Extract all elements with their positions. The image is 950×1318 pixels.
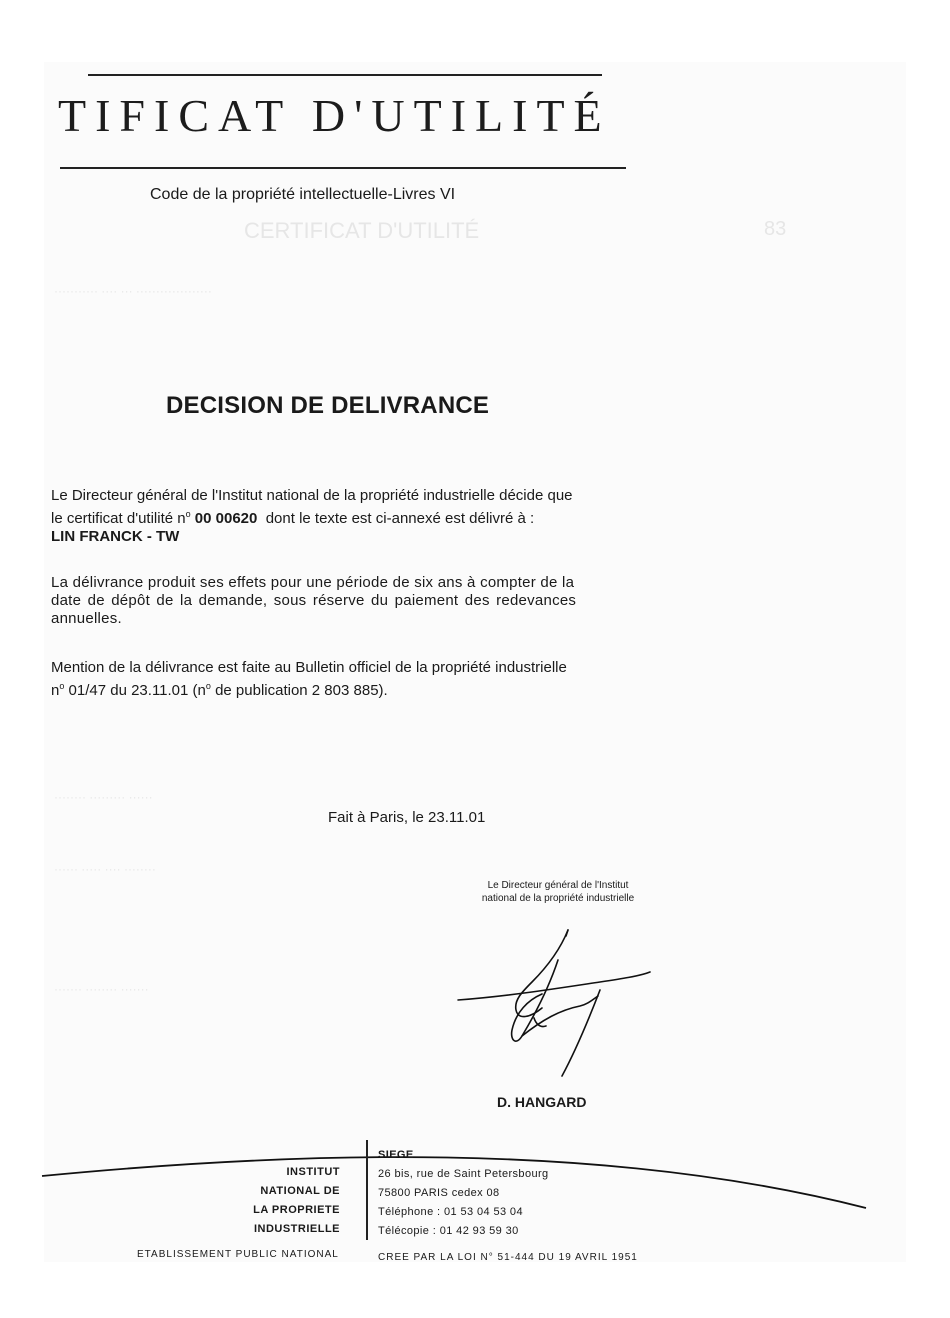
- text-fragment: 01/47 du 23.11.01 (n: [68, 682, 206, 699]
- text-fragment: de publication 2 803 885).: [215, 682, 388, 699]
- signer-name: D. HANGARD: [497, 1094, 587, 1110]
- footer-divider: [366, 1140, 368, 1240]
- siege-label: SIEGE: [378, 1149, 414, 1161]
- document-title: TIFICAT D'UTILITÉ: [58, 90, 611, 141]
- text-line: INSTITUT: [286, 1166, 340, 1178]
- text-line: La délivrance produit ses effets pour une période de six ans à compter de la: [51, 574, 575, 591]
- founding-law: CREE PAR LA LOI N° 51-444 DU 19 AVRIL 1951: [378, 1252, 638, 1263]
- signatory-title: [478, 879, 638, 905]
- show-through-text: ··········· ···· ··· ···················: [54, 284, 212, 298]
- phone-label: Téléphone :: [378, 1206, 441, 1218]
- title-underline: [60, 167, 626, 169]
- establishment-status: ETABLISSEMENT PUBLIC NATIONAL: [137, 1249, 339, 1260]
- show-through-text: 83: [764, 218, 787, 240]
- address-line: 26 bis, rue de Saint Petersbourg: [378, 1168, 549, 1180]
- numero-sign: o: [59, 681, 65, 691]
- show-through-text: ······ ····· ···· ········: [54, 862, 156, 876]
- decision-paragraph-1: [51, 487, 573, 546]
- address-line: 75800 PARIS cedex 08: [378, 1187, 500, 1199]
- institute-name: [200, 1163, 340, 1239]
- decision-paragraph-2: [51, 574, 576, 628]
- text-line: Mention de la délivrance est faite au Bulletin officiel de la propriété industrielle: [51, 659, 567, 676]
- text-line: Le Directeur général de l'Institut: [487, 880, 629, 891]
- legal-code-subtitle: Code de la propriété intellectuelle-Livres VI: [150, 186, 456, 203]
- text-line: LA PROPRIETE: [253, 1204, 340, 1216]
- show-through-text: CERTIFICAT D'UTILITÉ: [244, 218, 480, 243]
- text-line: Le Directeur général de l'Institut national de la propriété industrielle décide que: [51, 487, 573, 504]
- phone-number: 01 53 04 53 04: [443, 1206, 523, 1218]
- text-fragment: le certificat d'utilité n: [51, 510, 186, 527]
- text-line: [51, 505, 573, 528]
- numero-sign: o: [185, 509, 191, 519]
- text-fragment: n: [51, 682, 60, 699]
- fax-label: Télécopie :: [378, 1225, 437, 1237]
- place-and-date: Fait à Paris, le 23.11.01: [328, 809, 486, 826]
- holder-name: LIN FRANCK - TW: [51, 528, 180, 545]
- text-line: NATIONAL DE: [260, 1185, 340, 1197]
- decision-paragraph-3: [51, 659, 567, 700]
- decision-heading: DECISION DE DELIVRANCE: [166, 392, 490, 419]
- text-line: date de dépôt de la demande, sous réserve du paiement des redevances: [51, 592, 577, 609]
- text-line: annuelles.: [51, 610, 122, 627]
- headquarters-address: [378, 1146, 549, 1241]
- show-through-text: ········ ········· ······: [54, 790, 153, 804]
- show-through-text: ······· ········ ·······: [54, 982, 149, 996]
- phone-line: [378, 1203, 549, 1222]
- numero-sign: o: [205, 681, 211, 691]
- top-rule: [88, 74, 602, 76]
- text-fragment: dont le texte est ci-annexé est délivré à :: [265, 510, 535, 527]
- text-line: [51, 677, 567, 700]
- certificate-number: 00 00620: [194, 510, 258, 527]
- text-line: INDUSTRIELLE: [253, 1223, 340, 1235]
- handwritten-signature: [450, 920, 670, 1090]
- text-line: national de la propriété industrielle: [481, 893, 635, 904]
- fax-number: 01 42 93 59 30: [439, 1225, 519, 1237]
- fax-line: [378, 1222, 549, 1241]
